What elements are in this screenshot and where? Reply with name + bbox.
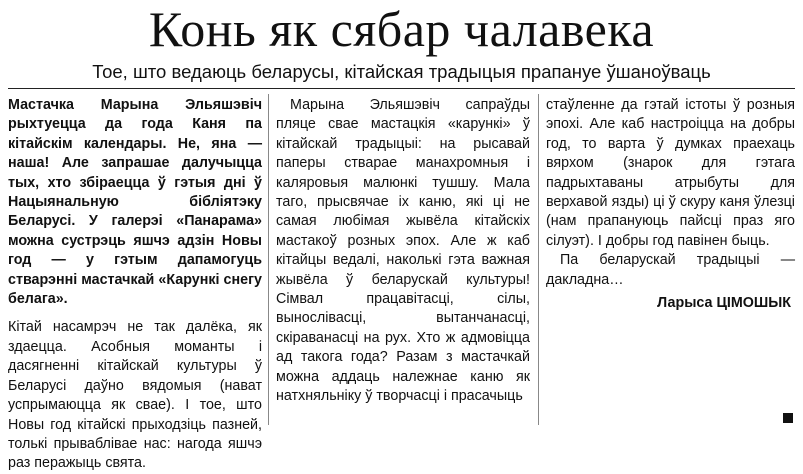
article-paragraph-3: Па беларускай традыцыі — дакладна… bbox=[546, 252, 795, 288]
article-lead: Мастачка Марына Эльяшэвіч рыхтуецца да года Каня па кітайскім календары. Не, яна — наша! Але запрашае далучыцца тых, хто збіраецца ў гэтыя дні ў Нацыянальную бібліятэку Беларусі. У галерэі «Панарама» можна сустрэць яшчэ адзін Новы год — у гэтым дапамогуць стварэнні мастачкай «Карункі снегу белага». bbox=[8, 97, 262, 308]
article-subtitle: Тое, што ведаюць беларусы, кітайская традыцыя прапануе ўшаноўваць bbox=[92, 61, 711, 82]
article-title: Конь як сябар чалавека bbox=[148, 1, 655, 57]
end-of-article-mark bbox=[783, 413, 793, 423]
article-paragraph-2: Марына Эльяшэвіч сапраўды пляце свае мастацкія «карункі» ў кітайскай традыцыі: на рысавай паперы стварае манахромныя і каляровыя малюнкі тушшу. Мала таго, прысвячае іх каню, які ці не самая любімая жывёла кітайскіх мастакоў розных эпох. Але ж каб кітайцы ведалі, наколькі гэта важная жывёла ў беларускай культуры! Сімвал працавітасці, сілы, вынослівасці, вытанчанасці, скіраванасці на рух. Хто ж адмовіцца ад такога года? Разам з мастачкай можна аддаць належнае каню як натхняльніку ў творчасці і прасачыць bbox=[276, 97, 530, 405]
column-divider-1 bbox=[268, 94, 269, 425]
article-paragraph-2-continued: стаўленне да гэтай істоты ў розныя эпохі. Але каб настроіцца на добры год, то варта ў думках праехаць вярхом (знарок для гэтага падрыхтаваны атрыбуты для верхавой язды) ці ў скуру каня ўлезці (нам прапануюць пайсці праз яго сілуэт). І добры год павінен быць. bbox=[546, 97, 795, 249]
article-paragraph-1: Кітай насамрэч не так далёка, як здаецца. Асобныя моманты і дасягненні кітайскай культуры ў Беларусі даўно вядомыя (нават успрымаюцца як свае). І тое, што Новы год кітайскі прыходзіць пазней, толькі прываблівае нас: нагода яшчэ раз перажыць свята. bbox=[8, 319, 262, 472]
article-author: Ларыса ЦІМОШЫК bbox=[657, 295, 791, 312]
header-divider bbox=[8, 88, 795, 89]
text-column-2 bbox=[276, 96, 530, 407]
text-column-1 bbox=[8, 96, 262, 474]
column-divider-2 bbox=[538, 94, 539, 425]
text-column-3 bbox=[546, 96, 795, 313]
